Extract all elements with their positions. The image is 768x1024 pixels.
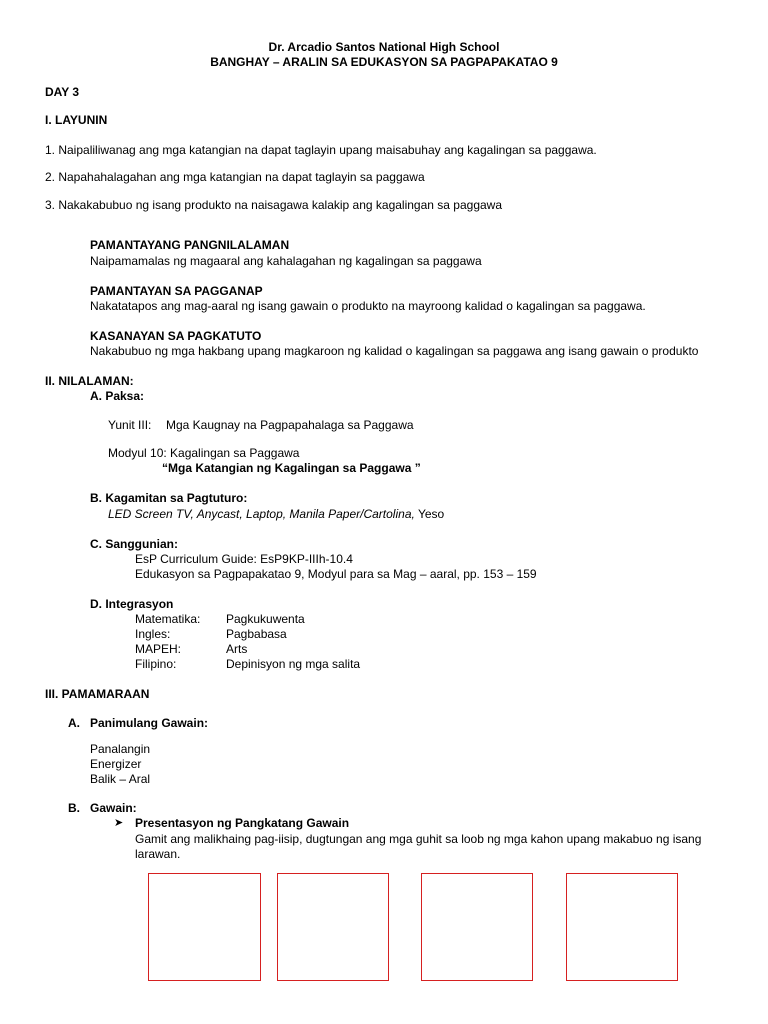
yunit-title: Mga Kaugnay na Pagpapahalaga sa Paggawa <box>166 418 414 432</box>
drawing-box-2 <box>277 873 389 981</box>
paksa-heading: A. Paksa: <box>90 389 145 403</box>
layunin-item-1: 1. Naipaliliwanag ang mga katangian na dapat taglayin upang maisabuhay ang kagalingan sa paggawa. <box>45 143 597 157</box>
integrasyon-subject: Matematika: <box>135 612 201 626</box>
integrasyon-activity: Depinisyon ng mga salita <box>226 657 361 671</box>
gawain-letter: B. <box>68 801 80 815</box>
integrasyon-activity: Pagbabasa <box>226 627 287 641</box>
panimula-heading: Panimulang Gawain: <box>90 716 209 730</box>
integrasyon-activity: Arts <box>226 642 248 656</box>
pamantayang-pangnilalaman-heading: PAMANTAYANG PANGNILALAMAN <box>90 238 290 252</box>
school-name: Dr. Arcadio Santos National High School <box>268 40 500 54</box>
pamantayan-sa-pagganap-text: Nakatatapos ang mag-aaral ng isang gawain o produkto na mayroong kalidad o kagalingan sa paggawa. <box>90 299 646 313</box>
pamamaraan-heading: III. PAMAMARAAN <box>45 687 150 701</box>
kagamitan-heading: B. Kagamitan sa Pagtuturo: <box>90 491 248 505</box>
pamantayang-pangnilalaman-text: Naipamamalas ng magaaral ang kahalagahan ng kagalingan sa paggawa <box>90 254 482 268</box>
integrasyon-activity: Pagkukuwenta <box>226 612 305 626</box>
panimula-item: Panalangin <box>90 742 151 756</box>
kagamitan-italic: LED Screen TV, Anycast, Laptop, Manila Paper/Cartolina, <box>108 507 415 521</box>
gawain-heading: Gawain: <box>90 801 137 815</box>
drawing-box-4 <box>566 873 678 981</box>
layunin-item-2: 2. Napahahalagahan ang mga katangian na dapat taglayin sa paggawa <box>45 170 425 184</box>
sanggunian-item-1: EsP Curriculum Guide: EsP9KP-IIIh-10.4 <box>135 552 353 566</box>
document-title: BANGHAY – ARALIN SA EDUKASYON SA PAGPAPAKATAO 9 <box>210 55 558 69</box>
drawing-box-1 <box>148 873 261 981</box>
integrasyon-subject: Filipino: <box>135 657 177 671</box>
nilalaman-heading: II. NILALAMAN: <box>45 374 134 388</box>
arrow-bullet-icon: ➤ <box>114 817 124 829</box>
panimula-item: Energizer <box>90 757 142 771</box>
modyul-label: Modyul 10: Kagalingan sa Paggawa <box>108 446 300 460</box>
modyul-quote: “Mga Katangian ng Kagalingan sa Paggawa ” <box>162 461 421 475</box>
gawain-description-line2: larawan. <box>135 847 181 861</box>
kasanayan-heading: KASANAYAN SA PAGKATUTO <box>90 329 262 343</box>
sanggunian-heading: C. Sanggunian: <box>90 537 178 551</box>
kagamitan-plain: Yeso <box>414 507 445 521</box>
layunin-heading: I. LAYUNIN <box>45 113 108 127</box>
sanggunian-item-2: Edukasyon sa Pagpapakatao 9, Modyul para sa Mag – aaral, pp. 153 – 159 <box>135 567 537 581</box>
pamantayan-sa-pagganap-heading: PAMANTAYAN SA PAGGANAP <box>90 284 263 298</box>
drawing-box-3 <box>421 873 533 981</box>
day-label: DAY 3 <box>45 85 80 99</box>
panimula-item: Balik – Aral <box>90 772 151 786</box>
integrasyon-heading: D. Integrasyon <box>90 597 174 611</box>
gawain-description-line1: Gamit ang malikhaing pag-iisip, dugtungan ang mga guhit sa loob ng mga kahon upang makabuo ng isang <box>135 832 702 846</box>
integrasyon-subject: MAPEH: <box>135 642 182 656</box>
kagamitan-list <box>108 507 444 522</box>
presentasyon-heading: Presentasyon ng Pangkatang Gawain <box>135 816 350 830</box>
integrasyon-subject: Ingles: <box>135 627 171 641</box>
panimula-letter: A. <box>68 716 80 730</box>
layunin-item-3: 3. Nakakabubuo ng isang produkto na naisagawa kalakip ang kagalingan sa paggawa <box>45 198 503 212</box>
yunit-label: Yunit III: <box>108 418 152 432</box>
kasanayan-text: Nakabubuo ng mga hakbang upang magkaroon ng kalidad o kagalingan sa paggawa ang isang gawain o produkto <box>90 344 699 358</box>
